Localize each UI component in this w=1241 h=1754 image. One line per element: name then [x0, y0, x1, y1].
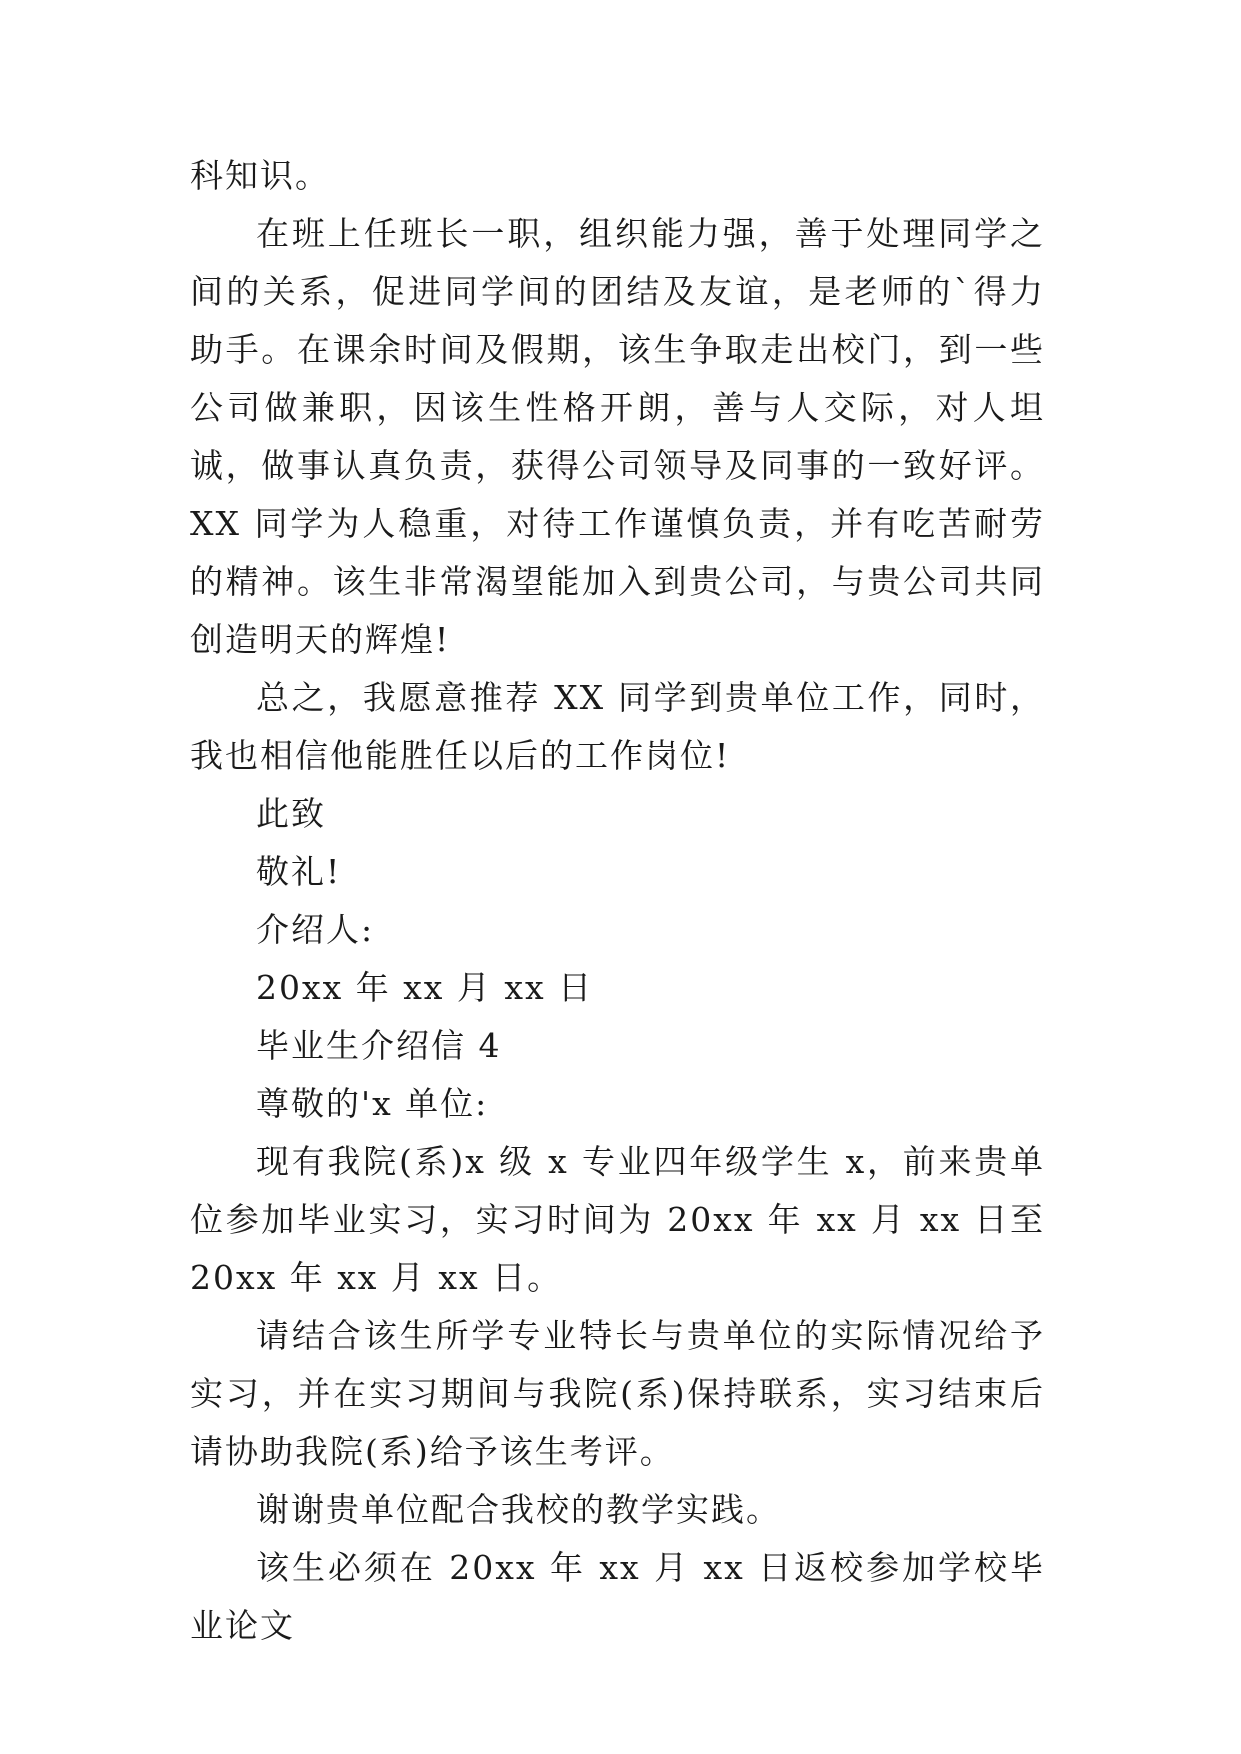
paragraph-student-qualities: 在班上任班长一职，组织能力强，善于处理同学之间的关系，促进同学间的团结及友谊，是老师的`得力助手。在课余时间及假期，该生争取走出校门，到一些公司做兼职，因该生性格开朗，善与人交际，对人坦诚，做事认真负责，获得公司领导及同事的一致好评。XX 同学为人稳重，对待工作谨慎负责，并有吃苦耐劳的精神。该生非常渴望能加入到贵公司，与贵公司共同创造明天的辉煌!: [190, 214, 1045, 659]
paragraph-internship-info: 现有我院(系)x 级 x 专业四年级学生 x，前来贵单位参加毕业实习，实习时间为 20xx 年 xx 月 xx 日至 20xx 年 xx 月 xx 日。: [190, 1142, 1045, 1297]
letter-date: 20xx 年 xx 月 xx 日: [256, 968, 594, 1007]
introducer-label: 介绍人:: [256, 910, 375, 949]
letter-greeting: 尊敬的'x 单位:: [256, 1084, 489, 1123]
document-body: [190, 147, 1045, 1655]
paragraph-internship-request: 请结合该生所学专业特长与贵单位的实际情况给予实习，并在实习期间与我院(系)保持联系，实习结束后请协助我院(系)给予该生考评。: [190, 1316, 1045, 1471]
closing-regards: 敬礼!: [256, 852, 342, 891]
paragraph-thanks: 谢谢贵单位配合我校的教学实践。: [256, 1490, 781, 1529]
paragraph-continuation: 科知识。: [190, 156, 330, 195]
paragraph-recommendation: 总之，我愿意推荐 XX 同学到贵单位工作，同时，我也相信他能胜任以后的工作岗位!: [190, 678, 1045, 775]
section-heading: 毕业生介绍信 4: [256, 1026, 502, 1065]
closing-salutation: 此致: [256, 794, 326, 833]
paragraph-return-notice: 该生必须在 20xx 年 xx 月 xx 日返校参加学校毕业论文: [190, 1548, 1045, 1645]
